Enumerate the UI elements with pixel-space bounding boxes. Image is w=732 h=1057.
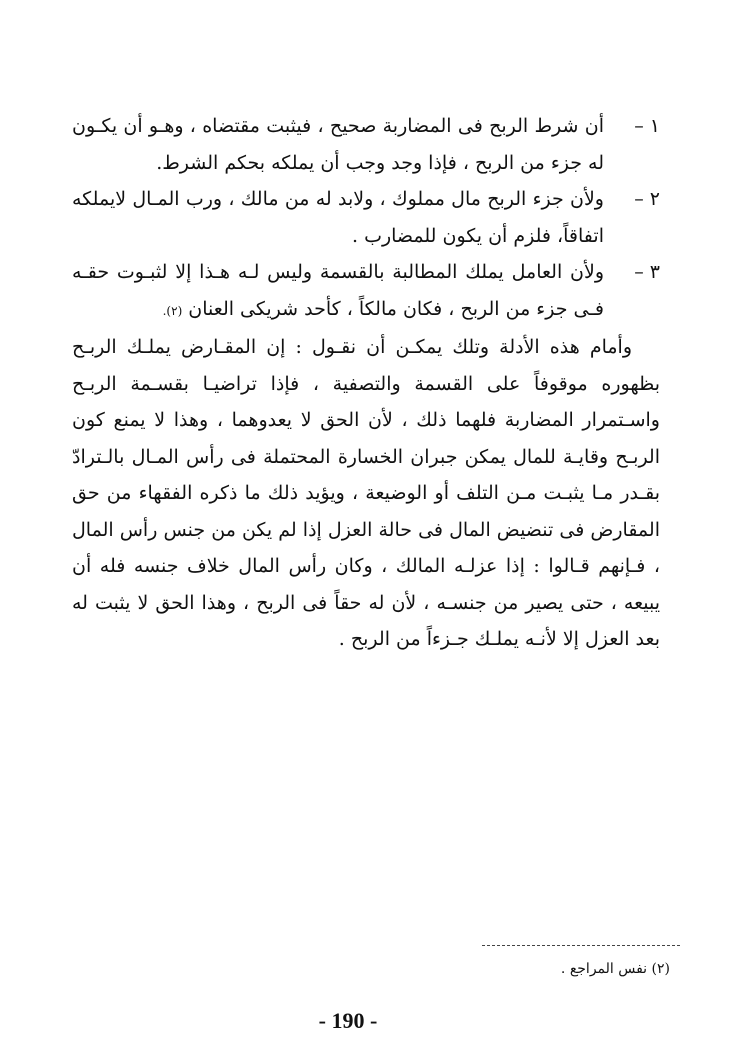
list-item-number: ٣ –: [634, 261, 660, 283]
page-number: - 190 -: [318, 1008, 378, 1033]
list-item-number: ٢ –: [634, 188, 660, 210]
list-item-text: ولأن العامل يملك المطالبة بالقسمة وليس لـه هـذا إلا لثبـوت حقـه فـى جزء من الربح ، فكان مالكاً ، كأحد شريكى العنان: [72, 261, 604, 320]
footnote-reference: (٢).: [162, 303, 183, 318]
footnote-divider: [482, 945, 680, 946]
body-paragraph: وأمام هذه الأدلة وتلك يمكـن أن نقـول : إن المقـارض يملـك الربـح بظهوره موقوفاً على القسمة والتصفية ، فإذا تراضيـا بقسـمة الربـح واسـتمرار المضاربة فلهما ذلك ، لأن الحق لا يعدوهما ، وهذا لا يمنع كون الربـح وقايـة للمال يمكن جبران الخسارة المحتملة فى رأس المـال بالـترادّ بقـدر مـا يثبـت مـن التلف أو الوضيعة ، ويؤيد ذلك ما ذكره الفقهاء من حق المقارض فى تنضيض المال فى حالة العزل إذا لم يكن من جنس رأس المال ، فـإنهم قـالوا : إذا عزلـه المالك ، وكان رأس المال خلاف جنسه فله أن يبيعه ، حتى يصير من جنسـه ، لأن له حقاً فى الربح ، وهذا الحق لا يثبت له بعد العزل إلا لأنـه يملـك جـزءاً من الربح .: [72, 336, 660, 650]
footnote: [561, 958, 670, 980]
list-item-text: أن شرط الربح فى المضاربة صحيح ، فيثبت مقتضاه ، وهـو أن يكـون له جزء من الربح ، فإذا وجد وجب أن يملكه بحكم الشرط.: [72, 115, 604, 174]
list-item: [72, 108, 660, 181]
main-text: [72, 108, 660, 658]
list-item-text-container: [72, 254, 604, 329]
list-item: [72, 181, 660, 254]
list-item: [72, 254, 660, 329]
list-item-number: ١ –: [634, 115, 660, 137]
list-item-text: ولأن جزء الربح مال مملوك ، ولابد له من مالك ، ورب المـال لايملكه اتفاقاً، فلزم أن يكون للمضارب .: [72, 188, 604, 247]
footnote-marker: (٢): [651, 961, 670, 977]
footnote-text: نفس المراجع .: [560, 961, 648, 977]
